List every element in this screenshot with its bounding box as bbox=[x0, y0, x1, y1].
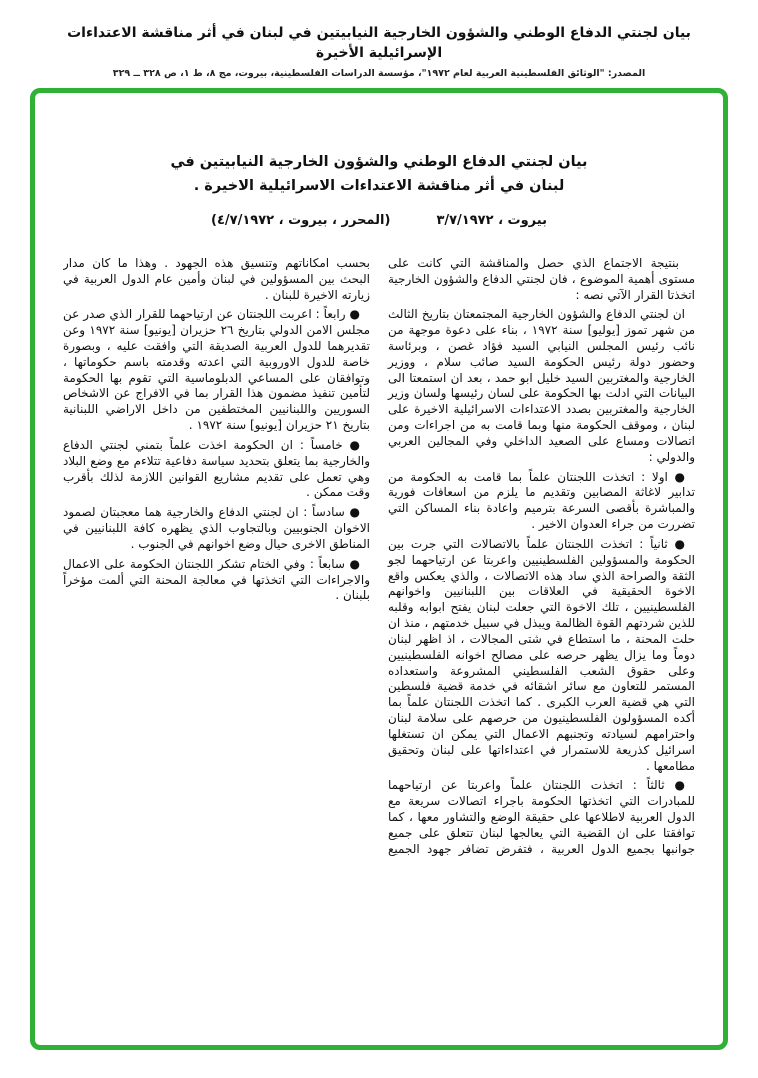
paragraph: ● سادساً : ان لجنتي الدفاع والخارجية هما معجبتان لصمود الاخوان الجنوبيين وبالتجاوب الذي يظهره كافة اللبنانيين في المناطق الاخرى حيال وضع اخوانهم في الجنوب . bbox=[63, 505, 370, 551]
paragraph: بنتيجة الاجتماع الذي حصل والمناقشة التي كانت على مستوى أهمية الموضوع ، فان لجنتي الدفاع والشؤون الخارجية اتخذتا القرار الآتي نصه : bbox=[388, 255, 695, 302]
paragraph: ● سابعاً : وفي الختام تشكر اللجنتان الحكومة على الاعمال والاجراءات التي اتخذتها في معالجة المحنة التي ألمت مؤخراً بلبنان . bbox=[63, 556, 370, 603]
header-title: بيان لجنتي الدفاع الوطني والشؤون الخارجية النيابيتين في لبنان في أثر مناقشة الاعتداءات الإسرائيلية الأخيرة bbox=[67, 25, 691, 61]
paragraph: ● رابعاً : اعربت اللجنتان عن ارتياحهما للقرار الذي صدر عن مجلس الامن الدولي بتاريخ ٢٦ حزيران [يونيو] سنة ١٩٧٢ وعن تقديرهما للدول العربية الصديقة التي وافقت عليه ، وبصورة خاصة للدول الاوروبية التي اعدته وقدمته باسم حكوماتها ، وتوافقان على المساعي الدبلوماسية التي تقوم بها الحكومة لتأمين تنفيذ مضمون هذا القرار بما في الافراج عن الاشخاص السوريين واللبنانيين المختطفين من داخل الاراضي اللبنانية بتاريخ ٢١ حزيران [يونيو] سنة ١٩٧٢ . bbox=[63, 307, 371, 433]
paragraph: ان لجنتي الدفاع والشؤون الخارجية المجتمعتان بتاريخ الثالث من شهر تموز [يوليو] سنة ١٩٧٢ ، بناء على دعوة موجهة من نائب رئيس المجلس النيابي السيد فؤاد غصن ، وبرئاسة وحضور دولة رئيس الحكومة السيد صائب سلام ، ووزير الخارجية والمغتربين السيد خليل ابو حمد ، بعد ان استمعتا الى البيانات التي ادلت بها الحكومة على لسان رئيسها ولسان وزير الخارجية والمغتربين بصدد الاعتداءات الاسرائيلية الاخيرة على لبنان ، وموقف الحكومة منها وبما قامت به من اجراءات ومن اتصالات ومساع على الصعيد الداخلي وفي المجالين العربي والدولي : bbox=[388, 307, 695, 464]
doc-title bbox=[63, 151, 695, 199]
dateline-publication: (المحرر ، بيروت ، ٤/٧/١٩٧٢) bbox=[211, 212, 391, 228]
document-frame bbox=[30, 88, 728, 1050]
doc-body-columns bbox=[63, 256, 695, 868]
header-source-citation: المصدر: "الوثائق الفلسطينية العربية لعام ١٩٧٢"، مؤسسة الدراسات الفلسطينية، بيروت، مج ٨، ط ١، ص ٣٢٨ ــ ٣٢٩ bbox=[112, 68, 646, 80]
doc-title-line1: بيان لجنتي الدفاع الوطني والشؤون الخارجية النيابيتين في bbox=[170, 154, 588, 170]
paragraph: ● خامساً : ان الحكومة اخذت علماً بتمني لجنتي الدفاع والخارجية بما يتعلق بتحديد سياسة دفاعية تتلاءم مع وضع البلاد وهي تعمل على تقديم مشاريع القوانين اللازمة لذلك بأقرب وقت ممكن . bbox=[63, 437, 370, 500]
paragraph: ● ثانياً : اتخذت اللجنتان علماً بالاتصالات التي جرت بين الحكومة والمسؤولين الفلسطينيين واعربتا عن ارتياحهما لجو الثقة والصراحة الذي ساد هذه الاتصالات ، والذي يعكس واقع الاخوة الحقيقية في العلاقات بين اللبنانيين واخوانهم الفلسطينيين ، تلك الاخوة التي جعلت لبنان يفتح ابوابه وقلبه للذين شردتهم القوة الظالمة ويبذل في سبيل خدمتهم ، منذ ان حلت المحنة ، ما استطاع في شتى المجالات ، اذ اظهر لبنان دوماً وما يزال يظهر حرصه على مصالح اخوانه الفلسطينيين وعلى حقوق الشعب الفلسطيني المشروعة واستعداده المستمر للتعاون مع سائر اشقائه في خدمة قضية فلسطين التي هي قضية العرب الكبرى . كما اتخذت اللجنتان علماً بما أكده المسؤولون الفلسطينيون من حرصهم على سلامة لبنان واحترامهم لسيادته وتجنبهم الاعمال التي يمكن ان تستغلها اسرائيل كذريعة للاستمرار في اعتداءاتها على لبنان وتحقيق مطامعها . bbox=[388, 536, 695, 773]
dateline-place-date: بيروت ، ٣/٧/١٩٧٢ bbox=[436, 212, 547, 228]
doc-title-line2: لبنان في أثر مناقشة الاعتداءات الاسرائيلية الاخيرة . bbox=[193, 177, 565, 194]
doc-dateline bbox=[63, 213, 695, 228]
paragraph: ● ثالثاً : اتخذت اللجنتان علماً واعربتا عن ارتياحهما للمبادرات التي اتخذتها الحكومة باجراء اتصالات سريعة مع الدول العربية لاطلاعها على حقيقة الوضع والتشاور معها ، كما توافقتا على ان القضية التي يعالجها لبنان تتعلق على جميع جوانبها بجميع الدول العربية ، فتفرض تضافر جهود الجميع بحسب امكاناتهم وتنسيق هذه الجهود . وهذا ما كان مدار البحث بين المسؤولين في لبنان وأمين عام الدول العربية في زيارته الاخيرة للبنان . bbox=[63, 255, 695, 856]
paragraph: ● اولا : اتخذت اللجنتان علماً بما قامت به الحكومة من تدابير لاغاثة المصابين وتقديم ما يلزم من اسعافات فورية والمباشرة بأقصى السرعة بترميم واعادة بناء المساكن التي تضررت من جراء العدوان الاخير . bbox=[388, 469, 695, 532]
document-header bbox=[0, 0, 758, 79]
